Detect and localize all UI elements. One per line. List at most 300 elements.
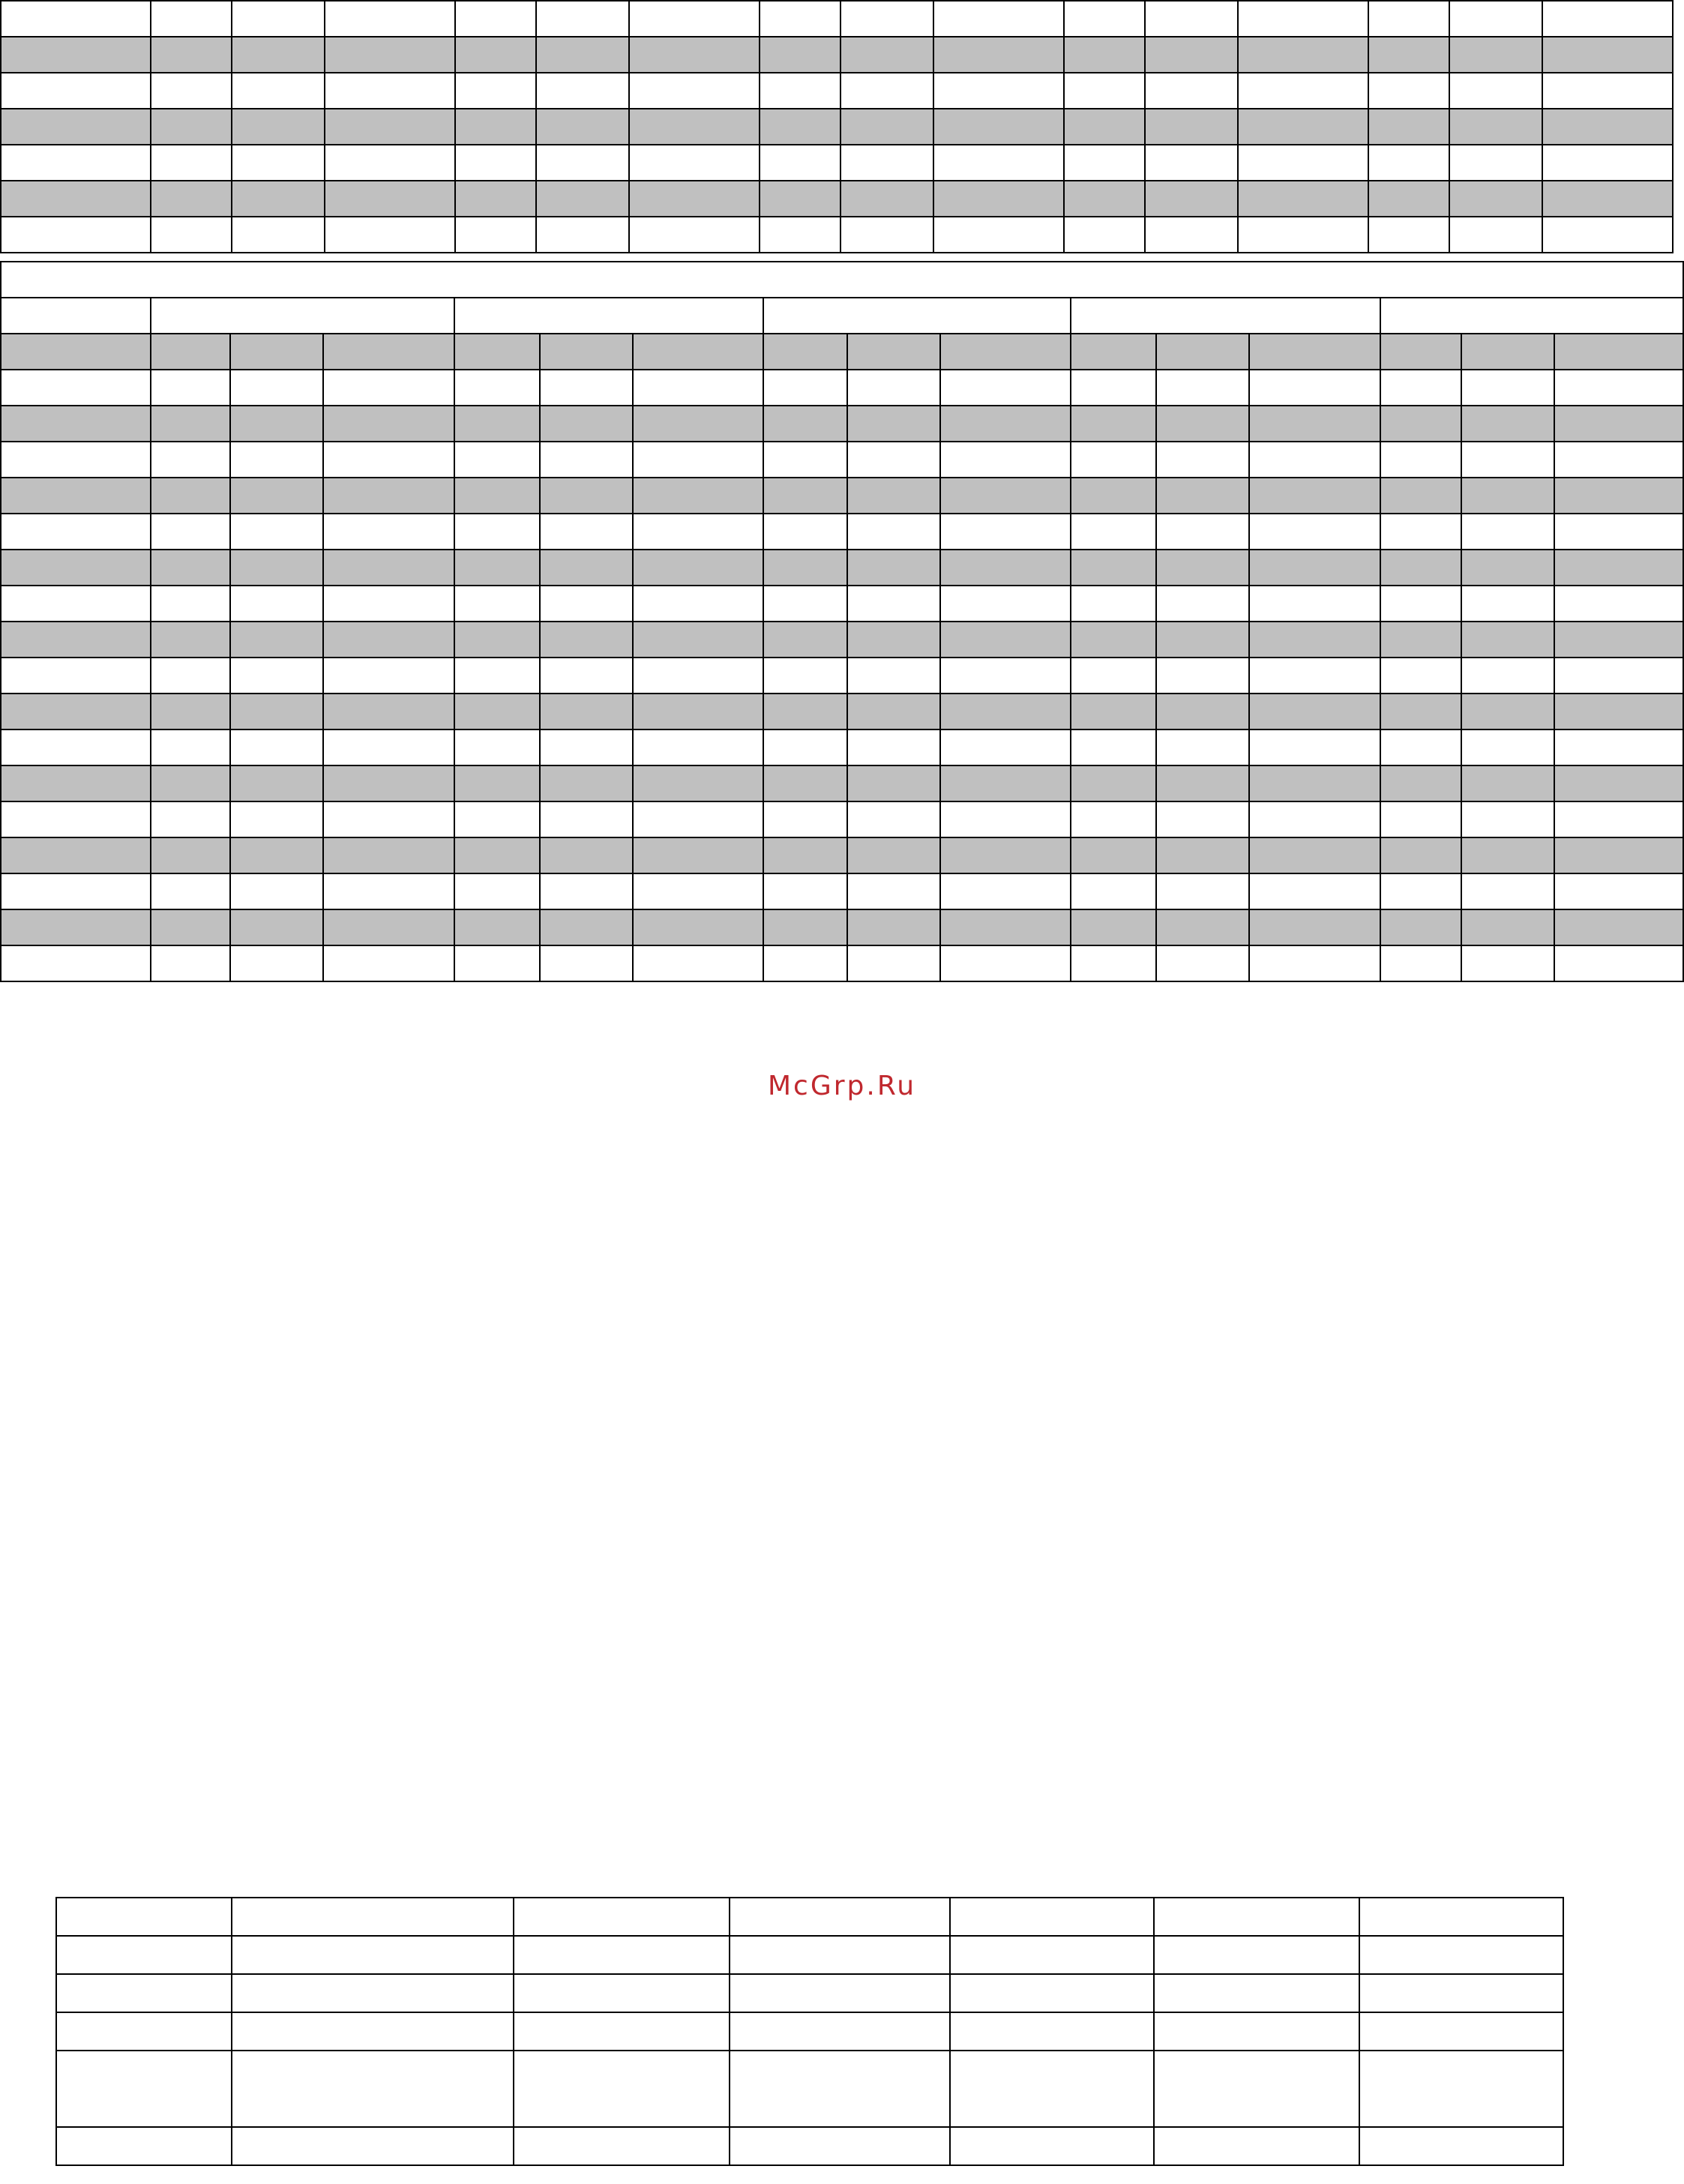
table-cell — [1380, 406, 1461, 442]
table-cell — [540, 370, 633, 406]
table-cell — [454, 550, 540, 586]
table-row — [1, 145, 1673, 181]
table-cell — [1154, 2127, 1359, 2165]
table-cell — [232, 1898, 514, 1936]
table-cell — [1368, 145, 1449, 181]
table-cell — [514, 2127, 730, 2165]
table-cell — [933, 109, 1064, 145]
table-row — [1, 406, 1683, 442]
table-row — [56, 2012, 1563, 2051]
table-cell — [1461, 801, 1554, 837]
table-cell — [1554, 334, 1683, 370]
table-cell — [232, 1936, 514, 1974]
table-cell — [1380, 514, 1461, 550]
table-cell — [1, 586, 151, 622]
table-cell — [841, 37, 933, 73]
table-cell — [1, 622, 151, 658]
table-cell — [56, 2012, 232, 2051]
table-cell — [454, 658, 540, 694]
table-cell — [1, 109, 151, 145]
table-cell — [940, 837, 1071, 873]
table-cell — [847, 801, 940, 837]
table-cell — [230, 334, 323, 370]
table-cell — [847, 550, 940, 586]
table-cell — [323, 478, 454, 514]
table-cell — [1380, 586, 1461, 622]
table-cell — [232, 1, 325, 37]
table-cell — [540, 442, 633, 478]
table-cell — [933, 181, 1064, 217]
table-cell — [763, 550, 847, 586]
table-cell — [1156, 765, 1249, 801]
table-cell — [1156, 694, 1249, 729]
table-cell — [323, 586, 454, 622]
table-cell — [1071, 945, 1156, 981]
table-cell — [633, 622, 763, 658]
table-cell — [1449, 1, 1542, 37]
table-cell — [1156, 406, 1249, 442]
table-cell — [151, 622, 230, 658]
table-cell — [454, 945, 540, 981]
table-cell — [1554, 550, 1683, 586]
table-cell — [633, 586, 763, 622]
table-cell — [151, 909, 230, 945]
table-cell — [1542, 217, 1673, 253]
table-cell — [841, 73, 933, 109]
table-cell — [1449, 109, 1542, 145]
table-cell — [1554, 478, 1683, 514]
table-cell — [540, 801, 633, 837]
table-cell — [151, 801, 230, 837]
table-cell — [633, 945, 763, 981]
table-cell — [1154, 2051, 1359, 2127]
table-row — [1, 37, 1673, 73]
table-cell — [151, 217, 232, 253]
table-cell — [454, 370, 540, 406]
table-cell — [763, 406, 847, 442]
table-cell — [325, 217, 455, 253]
table-cell — [633, 334, 763, 370]
table-cell — [1, 765, 151, 801]
table-cell — [1071, 586, 1156, 622]
table-cell — [933, 145, 1064, 181]
table-row — [1, 73, 1673, 109]
table-cell — [1, 694, 151, 729]
table-cell — [151, 514, 230, 550]
table-cell — [1542, 145, 1673, 181]
table-cell — [230, 478, 323, 514]
table-cell — [1542, 1, 1673, 37]
table-cell — [1145, 1, 1238, 37]
table-row — [56, 2127, 1563, 2165]
table-cell — [1, 181, 151, 217]
table-cell — [847, 334, 940, 370]
table-cell — [514, 2051, 730, 2127]
table-cell — [56, 1974, 232, 2012]
table-cell — [540, 873, 633, 909]
table-cell — [847, 729, 940, 765]
table-cell — [841, 145, 933, 181]
table-cell — [540, 478, 633, 514]
table-cell — [950, 2051, 1154, 2127]
table-cell — [323, 550, 454, 586]
table-cell — [1, 729, 151, 765]
table-cell — [760, 109, 841, 145]
table-cell — [151, 658, 230, 694]
table-cell — [455, 181, 536, 217]
table-cell — [1238, 217, 1368, 253]
table-cell — [629, 181, 760, 217]
table-cell — [1249, 909, 1380, 945]
table-row — [1, 837, 1683, 873]
table-cell — [323, 334, 454, 370]
table-cell — [1238, 109, 1368, 145]
table-row — [56, 1936, 1563, 1974]
table-title-cell — [1, 262, 1683, 298]
table-cell — [1064, 217, 1145, 253]
table-cell — [633, 514, 763, 550]
table-cell — [847, 909, 940, 945]
table-cell — [455, 109, 536, 145]
table-cell — [1554, 694, 1683, 729]
table-row — [1, 909, 1683, 945]
table-cell — [1154, 1936, 1359, 1974]
table-cell — [540, 334, 633, 370]
table-cell — [454, 586, 540, 622]
table-cell — [1449, 37, 1542, 73]
table-cell — [730, 1974, 950, 2012]
table-cell — [151, 442, 230, 478]
table-cell — [1380, 765, 1461, 801]
table-cell — [1, 945, 151, 981]
table-cell — [1071, 694, 1156, 729]
table-cell — [940, 334, 1071, 370]
table-cell — [230, 550, 323, 586]
table-cell — [1, 801, 151, 837]
table-cell — [151, 145, 232, 181]
table-cell — [1071, 550, 1156, 586]
table-cell — [847, 694, 940, 729]
table-cell — [1249, 370, 1380, 406]
table-cell — [1461, 873, 1554, 909]
table-cell — [1238, 181, 1368, 217]
table-cell — [1156, 334, 1249, 370]
table-cell — [540, 837, 633, 873]
table-cell — [1249, 586, 1380, 622]
table-cell — [151, 37, 232, 73]
table-cell — [1359, 1898, 1563, 1936]
table-row — [1, 334, 1683, 370]
table-cell — [763, 765, 847, 801]
table-cell — [514, 1898, 730, 1936]
table-cell — [230, 765, 323, 801]
table-cell — [1554, 765, 1683, 801]
table-cell — [1554, 873, 1683, 909]
table-cell — [933, 73, 1064, 109]
table-cell — [325, 1, 455, 37]
table-cell — [1380, 801, 1461, 837]
table-cell — [1238, 1, 1368, 37]
table-row — [1, 478, 1683, 514]
table-cell — [454, 909, 540, 945]
top-table — [0, 0, 1674, 253]
table-cell — [454, 765, 540, 801]
table-cell — [1249, 406, 1380, 442]
table-cell — [1542, 109, 1673, 145]
table-cell — [151, 73, 232, 109]
table-cell — [763, 370, 847, 406]
table-cell — [1249, 550, 1380, 586]
table-cell — [847, 478, 940, 514]
table-cell — [1461, 586, 1554, 622]
table-cell — [1156, 873, 1249, 909]
table-cell — [1380, 873, 1461, 909]
table-cell — [940, 478, 1071, 514]
table-cell — [629, 73, 760, 109]
table-cell — [633, 658, 763, 694]
table-cell — [1156, 442, 1249, 478]
table-cell — [151, 586, 230, 622]
table-cell — [514, 1936, 730, 1974]
table-cell — [1380, 334, 1461, 370]
table-cell — [847, 442, 940, 478]
table-cell — [730, 1936, 950, 1974]
table-cell — [1380, 729, 1461, 765]
table-cell — [1249, 873, 1380, 909]
table-cell — [151, 873, 230, 909]
table-cell — [950, 1974, 1154, 2012]
table-cell — [151, 694, 230, 729]
table-cell — [1238, 73, 1368, 109]
table-cell — [1461, 514, 1554, 550]
table-cell — [1461, 837, 1554, 873]
table-cell — [633, 837, 763, 873]
table-cell — [540, 622, 633, 658]
table-cell — [1461, 442, 1554, 478]
table-cell — [1145, 145, 1238, 181]
table-cell — [1071, 837, 1156, 873]
table-cell — [1380, 478, 1461, 514]
table-row — [56, 2051, 1563, 2127]
table-cell — [230, 406, 323, 442]
table-cell — [536, 1, 629, 37]
table-cell — [1554, 801, 1683, 837]
table-row — [1, 873, 1683, 909]
table-cell — [536, 145, 629, 181]
table-cell — [1064, 181, 1145, 217]
table-cell — [1071, 442, 1156, 478]
table-cell — [232, 37, 325, 73]
table-cell — [847, 586, 940, 622]
table-cell — [1145, 217, 1238, 253]
table-cell — [760, 73, 841, 109]
table-cell — [232, 2012, 514, 2051]
table-cell — [1249, 514, 1380, 550]
table-cell — [1238, 37, 1368, 73]
table-cell — [730, 2127, 950, 2165]
table-cell — [454, 694, 540, 729]
table-cell — [933, 1, 1064, 37]
table-cell — [1359, 2051, 1563, 2127]
table-cell — [454, 406, 540, 442]
table-cell — [325, 109, 455, 145]
table-cell — [633, 550, 763, 586]
table-cell — [730, 2051, 950, 2127]
table-cell — [841, 1, 933, 37]
table-cell — [1554, 658, 1683, 694]
table-cell — [540, 406, 633, 442]
table-cell — [1145, 181, 1238, 217]
table-cell — [1380, 945, 1461, 981]
table-cell — [763, 442, 847, 478]
table-cell — [1, 442, 151, 478]
table-cell — [323, 909, 454, 945]
table-cell — [841, 181, 933, 217]
table-cell — [454, 622, 540, 658]
table-cell — [325, 37, 455, 73]
table-cell — [1156, 658, 1249, 694]
table-cell — [325, 181, 455, 217]
group-header-cell — [763, 298, 1071, 334]
table-cell — [151, 334, 230, 370]
table-cell — [1554, 945, 1683, 981]
table-cell — [633, 873, 763, 909]
table-cell — [1461, 729, 1554, 765]
table-cell — [763, 586, 847, 622]
table-cell — [1, 514, 151, 550]
table-cell — [514, 1974, 730, 2012]
table-cell — [763, 622, 847, 658]
table-cell — [1071, 478, 1156, 514]
middle-table-body — [1, 262, 1683, 981]
table-cell — [1380, 837, 1461, 873]
table-cell — [323, 694, 454, 729]
table-cell — [1156, 909, 1249, 945]
table-cell — [1368, 181, 1449, 217]
table-cell — [455, 37, 536, 73]
table-cell — [1249, 729, 1380, 765]
table-cell — [1156, 729, 1249, 765]
table-cell — [540, 945, 633, 981]
table-cell — [1156, 801, 1249, 837]
table-cell — [1156, 945, 1249, 981]
table-cell — [1145, 109, 1238, 145]
table-cell — [940, 945, 1071, 981]
table-cell — [847, 514, 940, 550]
table-cell — [454, 478, 540, 514]
table-cell — [1449, 181, 1542, 217]
table-cell — [1249, 694, 1380, 729]
table-cell — [1, 658, 151, 694]
table-cell — [1, 370, 151, 406]
table-row — [56, 1974, 1563, 2012]
table-cell — [1380, 658, 1461, 694]
table-cell — [1554, 909, 1683, 945]
table-cell — [1154, 1974, 1359, 2012]
table-cell — [323, 370, 454, 406]
table-cell — [454, 442, 540, 478]
table-cell — [323, 406, 454, 442]
table-cell — [540, 694, 633, 729]
table-cell — [454, 801, 540, 837]
table-cell — [763, 801, 847, 837]
table-cell — [1249, 801, 1380, 837]
table-cell — [760, 145, 841, 181]
table-cell — [1064, 73, 1145, 109]
table-cell — [1, 334, 151, 370]
table-cell — [1, 37, 151, 73]
table-cell — [1554, 729, 1683, 765]
table-cell — [230, 370, 323, 406]
table-cell — [1154, 2012, 1359, 2051]
table-cell — [56, 2127, 232, 2165]
table-cell — [940, 550, 1071, 586]
table-cell — [540, 765, 633, 801]
table-cell — [323, 658, 454, 694]
table-cell — [1542, 181, 1673, 217]
table-cell — [1071, 765, 1156, 801]
table-cell — [1368, 37, 1449, 73]
table-cell — [1368, 217, 1449, 253]
table-cell — [1071, 406, 1156, 442]
table-row — [1, 1, 1673, 37]
table-cell — [323, 837, 454, 873]
table-row — [1, 370, 1683, 406]
table-cell — [760, 217, 841, 253]
bottom-table-body — [56, 1898, 1563, 2165]
table-cell — [323, 514, 454, 550]
table-cell — [633, 478, 763, 514]
table-cell — [1461, 478, 1554, 514]
table-cell — [230, 729, 323, 765]
table-cell — [940, 801, 1071, 837]
table-cell — [633, 442, 763, 478]
table-cell — [1249, 442, 1380, 478]
table-cell — [1380, 622, 1461, 658]
table-row — [1, 442, 1683, 478]
table-cell — [536, 109, 629, 145]
table-cell — [1, 873, 151, 909]
table-cell — [847, 945, 940, 981]
table-cell — [847, 873, 940, 909]
table-cell — [232, 2051, 514, 2127]
table-cell — [1368, 109, 1449, 145]
group-header-cell — [1380, 298, 1683, 334]
table-cell — [1380, 370, 1461, 406]
table-cell — [730, 1898, 950, 1936]
table-cell — [1461, 694, 1554, 729]
table-cell — [1461, 658, 1554, 694]
table-cell — [633, 370, 763, 406]
table-title-row — [1, 262, 1683, 298]
table-cell — [1554, 370, 1683, 406]
table-cell — [763, 334, 847, 370]
table-cell — [455, 1, 536, 37]
group-header-cell — [454, 298, 763, 334]
table-cell — [1071, 729, 1156, 765]
table-cell — [633, 406, 763, 442]
table-cell — [232, 109, 325, 145]
table-cell — [841, 217, 933, 253]
table-cell — [151, 1, 232, 37]
table-cell — [1554, 514, 1683, 550]
table-cell — [230, 873, 323, 909]
table-cell — [633, 801, 763, 837]
table-row — [1, 586, 1683, 622]
table-cell — [763, 514, 847, 550]
table-cell — [1461, 765, 1554, 801]
table-cell — [940, 370, 1071, 406]
